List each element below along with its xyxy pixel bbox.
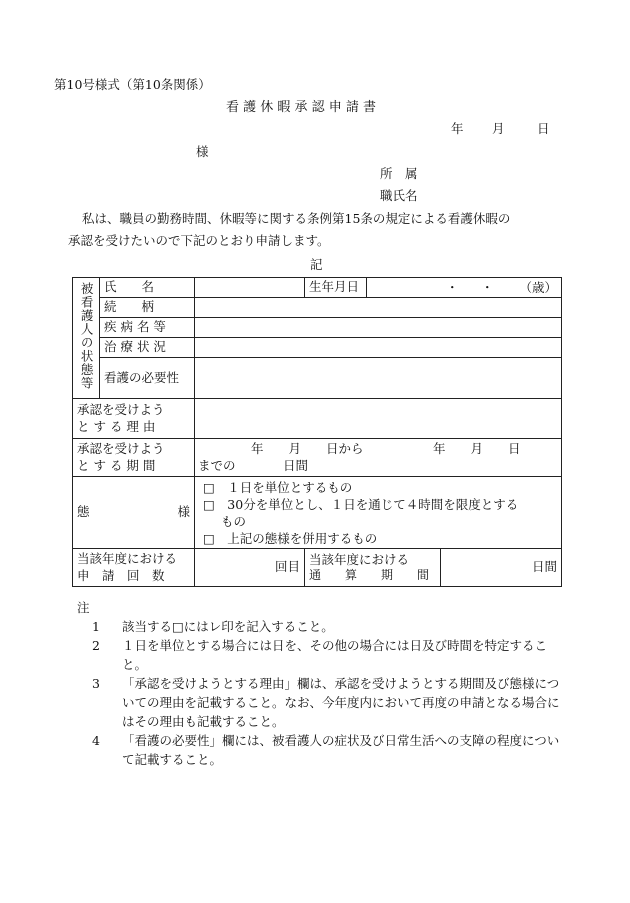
- treatment-label: 治 療 状 況: [100, 338, 195, 358]
- note-item: [78, 674, 564, 731]
- note-text: 該当する□にはレ印を記入すること。: [122, 619, 334, 634]
- birth-dot-1: ・: [446, 279, 459, 295]
- ki-heading: 記: [310, 257, 323, 272]
- patient-status-group-label: 被看護人の状態等: [73, 278, 100, 399]
- application-count-label: 当該年度における 申 請 回 数: [73, 549, 195, 587]
- period-until: までの: [198, 457, 236, 473]
- form-number: 第10号様式（第10条関係）: [54, 77, 211, 92]
- illness-label: 疾 病 名 等: [100, 318, 195, 338]
- note-number: 4: [92, 733, 100, 748]
- note-item: [78, 636, 564, 674]
- note-item: [78, 731, 564, 769]
- necessity-label: 看護の必要性: [100, 358, 195, 399]
- note-item: [78, 617, 564, 636]
- date-year: 年: [451, 121, 464, 136]
- total-period-label: 当該年度における 通 算 期 間: [305, 549, 441, 587]
- birthdate-field[interactable]: [367, 278, 562, 298]
- count-unit: 回目: [274, 559, 300, 575]
- note-number: 2: [92, 638, 100, 653]
- applicant-name-label: 職氏名: [380, 188, 418, 203]
- application-table: [72, 277, 562, 587]
- mode-option-30min-cont: もの: [221, 513, 247, 529]
- mode-option-full-day[interactable]: □ １日を単位とするもの: [203, 479, 353, 495]
- illness-field[interactable]: [195, 318, 562, 338]
- period-label: 承認を受けよう と す る 期 間: [73, 439, 195, 477]
- birth-dot-2: ・: [481, 279, 494, 295]
- addressee-sama: 様: [196, 144, 209, 159]
- period-days: 日間: [283, 457, 309, 473]
- relationship-field[interactable]: [195, 298, 562, 318]
- application-count-field[interactable]: [195, 549, 305, 587]
- relationship-label: 続 柄: [100, 298, 195, 318]
- period-field[interactable]: [195, 439, 562, 477]
- note-text: １日を単位とする場合には日を、その他の場合には日及び時間を特定すること。: [122, 638, 548, 672]
- mode-options: [195, 477, 562, 549]
- application-statement-line2: 承認を受けたいので下記のとおり申請します。: [68, 233, 330, 248]
- period-to: 年 月 日: [433, 440, 521, 456]
- date-day: 日: [537, 121, 550, 136]
- reason-field[interactable]: [195, 399, 562, 439]
- note-number: 1: [92, 619, 100, 634]
- note-number: 3: [92, 676, 100, 691]
- reason-label: 承認を受けよう と す る 理 由: [73, 399, 195, 439]
- name-field[interactable]: [195, 278, 305, 298]
- mode-label: 態 様: [73, 477, 195, 549]
- mode-option-30min[interactable]: □ 30分を単位とし、１日を通じて４時間を限度とする: [203, 496, 519, 512]
- application-statement-line1: 私は、職員の勤務時間、休暇等に関する条例第15条の規定による看護休暇の: [82, 211, 511, 226]
- period-from: 年 月 日から: [251, 440, 364, 456]
- date-month: 月: [492, 121, 505, 136]
- notes-section: [78, 598, 564, 769]
- birthdate-label: 生年月日: [305, 278, 367, 298]
- note-text: 「承認を受けようとする理由」欄は、承認を受けようとする期間及び態様についての理由を記載すること。なお、今年度内において再度の申請となる場合にはその理由も記載すること。: [122, 676, 560, 729]
- total-unit: 日間: [531, 559, 557, 575]
- notes-heading: 注: [77, 600, 90, 615]
- note-text: 「看護の必要性」欄には、被看護人の症状及び日常生活への支障の程度について記載すること。: [122, 733, 560, 767]
- affiliation-label: 所 属: [380, 166, 418, 181]
- treatment-field[interactable]: [195, 338, 562, 358]
- name-label: 氏 名: [100, 278, 195, 298]
- age-label: （歳）: [519, 279, 557, 295]
- necessity-field[interactable]: [195, 358, 562, 399]
- total-period-field[interactable]: [441, 549, 562, 587]
- document-title: 看 護 休 暇 承 認 申 請 書: [226, 100, 377, 115]
- mode-option-combined[interactable]: □ 上記の態様を併用するもの: [203, 530, 378, 546]
